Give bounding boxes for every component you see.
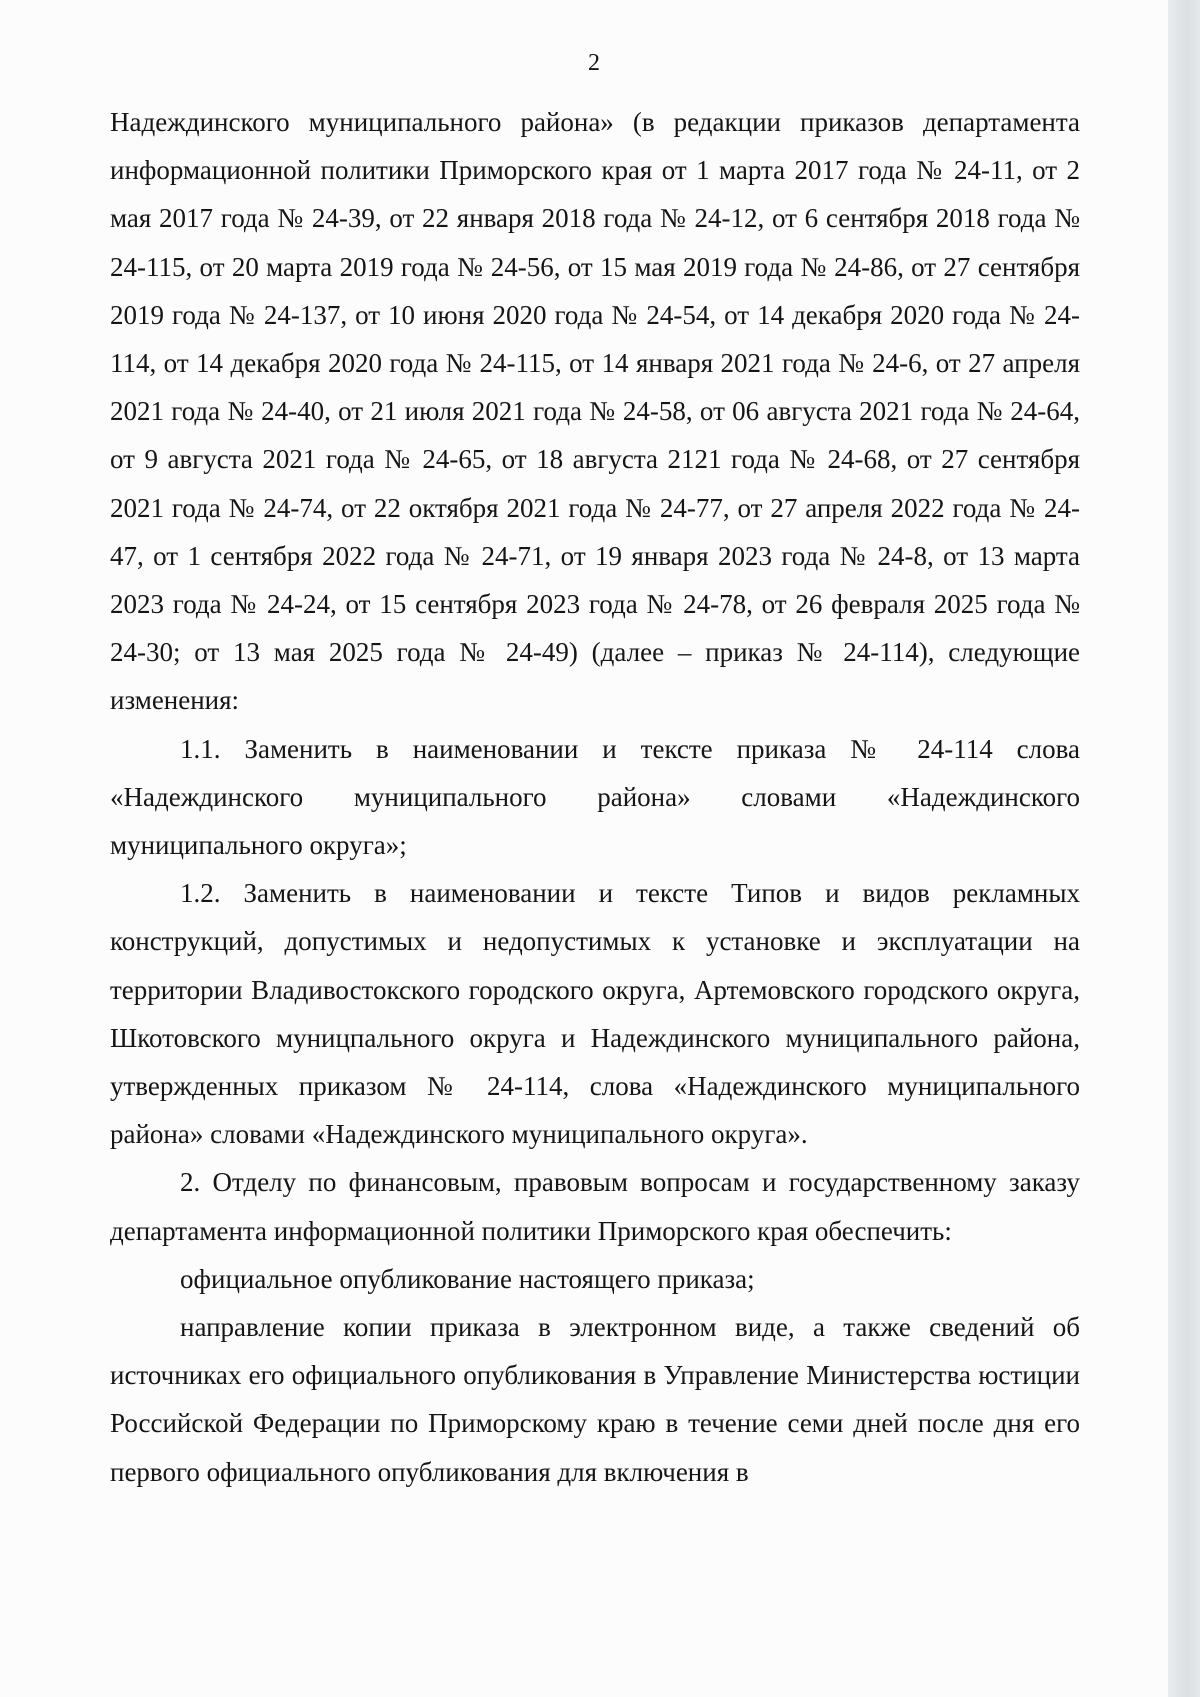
scan-edge-shadow xyxy=(1168,0,1200,1697)
paragraph-publication: официальное опубликование настоящего приказа; xyxy=(180,1263,755,1294)
paragraph-item-2: 2. Отделу по финансовым, правовым вопросам и государственному заказу департамента информационной политики Приморского края обеспечить: xyxy=(110,1167,1080,1246)
paragraph-item-1-2: 1.2. Заменить в наименовании и тексте Типов и видов рекламных конструкций, допустимых и недопустимых к установке и эксплуатации на территории Владивостокского городского округа, Артемовского городского округа, Шкотовского муницпального округа и Надеждинского муниципального района, утвержденных приказом № 24-114, слова «Надеждинского муниципального района» словами «Надеждинского муниципального округа». xyxy=(110,878,1080,1150)
paragraph-item-1-1: 1.1. Заменить в наименовании и тексте приказа № 24-114 слова «Надеждинского муниципального района» словами «Надеждинского муниципального округа»; xyxy=(110,733,1080,861)
paragraph-copy-submission: направление копии приказа в электронном виде, а также сведений об источниках его официального опубликования в Управление Министерства юстиции Российской Федерации по Приморскому краю в течение семи дней после дня его первого официального опубликования для включения в xyxy=(110,1312,1080,1487)
page-number: 2 xyxy=(588,50,600,76)
paragraph-intro: Надеждинского муниципального района» (в редакции приказов департамента информационной политики Приморского края от 1 марта 2017 года № 24-11, от 2 мая 2017 года № 24-39, от 22 января 2018 года № 24-12, от 6 сентября 2018 года № 24-115, от 20 марта 2019 года № 24-56, от 15 мая 2019 года № 24-86, от 27 сентября 2019 года № 24-137, от 10 июня 2020 года № 24-54, от 14 декабря 2020 года № 24-114, от 14 декабря 2020 года № 24-115, от 14 января 2021 года № 24-6, от 27 апреля 2021 года № 24-40, от 21 июля 2021 года № 24-58, от 06 августа 2021 года № 24-64, от 9 августа 2021 года № 24-65, от 18 августа 2121 года № 24-68, от 27 сентября 2021 года № 24-74, от 22 октября 2021 года № 24-77, от 27 апреля 2022 года № 24-47, от 1 сентября 2022 года № 24-71, от 19 января 2023 года № 24-8, от 13 марта 2023 года № 24-24, от 15 сентября 2023 года № 24-78, от 26 февраля 2025 года № 24-30; от 13 мая 2025 года № 24-49) (далее – приказ № 24-114), следующие изменения: xyxy=(110,107,1080,716)
document-body xyxy=(110,98,1080,1496)
